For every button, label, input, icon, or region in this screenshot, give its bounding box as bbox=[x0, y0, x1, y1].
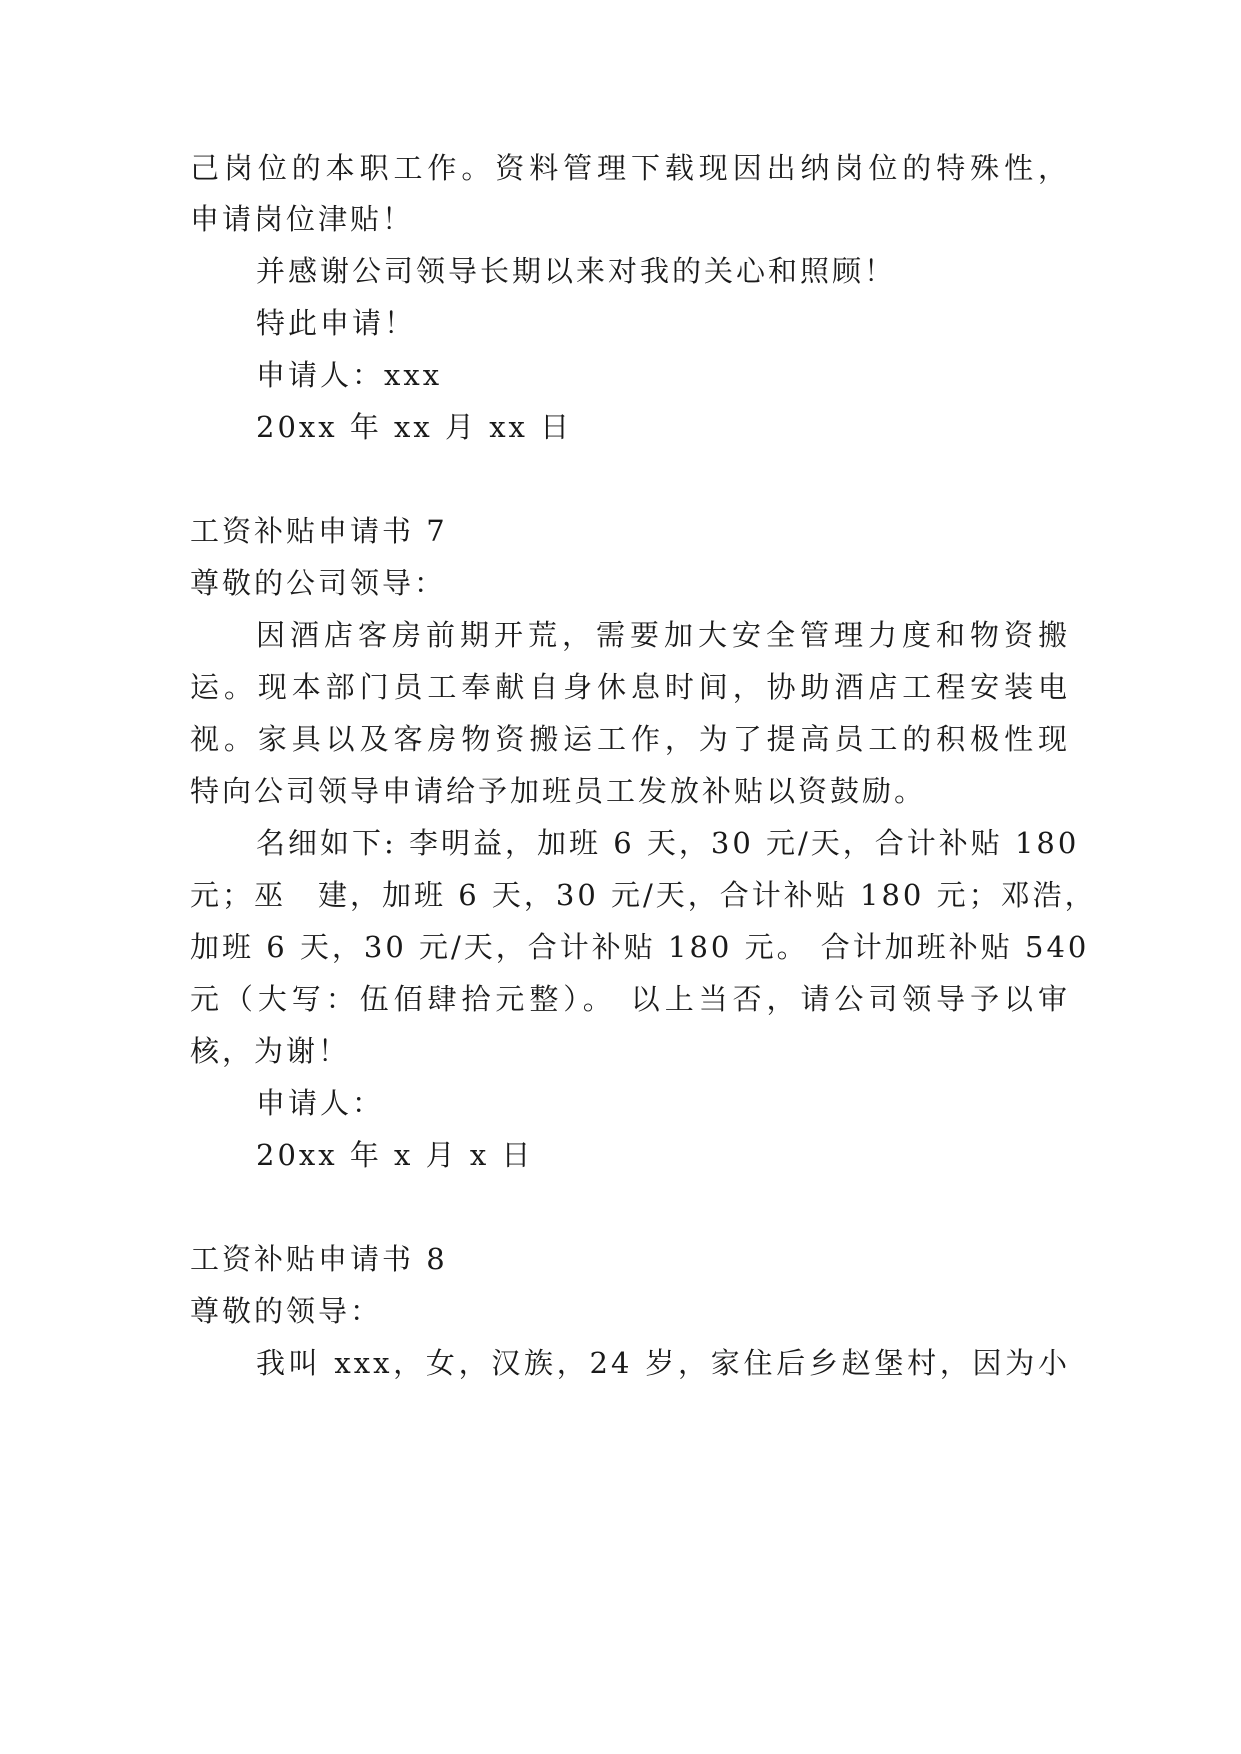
date-line: 20xx 年 xx 月 xx 日 bbox=[256, 410, 573, 444]
section-title: 工资补贴申请书 7 bbox=[190, 514, 448, 548]
body-line: 己岗位的本职工作。资料管理下载现因出纳岗位的特殊性， bbox=[190, 151, 1070, 185]
salutation: 尊敬的公司领导： bbox=[190, 566, 447, 600]
body-line: 核，为谢！ bbox=[190, 1034, 351, 1068]
body-line: 因酒店客房前期开荒，需要加大安全管理力度和物资搬 bbox=[256, 618, 1070, 652]
date-line: 20xx 年 x 月 x 日 bbox=[256, 1138, 534, 1172]
body-line: 名细如下: 李明益，加班 6 天，30 元/天，合计补贴 180 bbox=[256, 826, 1080, 860]
section-title: 工资补贴申请书 8 bbox=[190, 1242, 448, 1276]
body-line: 加班 6 天，30 元/天，合计补贴 180 元。 合计加班补贴 540 bbox=[190, 930, 1090, 964]
salutation: 尊敬的领导： bbox=[190, 1294, 383, 1328]
body-line: 视。家具以及客房物资搬运工作，为了提高员工的积极性现 bbox=[190, 722, 1070, 756]
body-line: 元；巫 建，加班 6 天，30 元/天，合计补贴 180 元；邓浩， bbox=[190, 878, 1097, 912]
applicant-line: 申请人：xxx bbox=[256, 358, 443, 392]
body-line: 我叫 xxx，女，汉族，24 岁，家住后乡赵堡村，因为小 bbox=[256, 1346, 1070, 1380]
body-line: 运。现本部门员工奉献自身休息时间，协助酒店工程安装电 bbox=[190, 670, 1070, 704]
body-line: 元（大写：伍佰肆拾元整）。 以上当否，请公司领导予以审 bbox=[190, 982, 1070, 1016]
body-line: 特向公司领导申请给予加班员工发放补贴以资鼓励。 bbox=[190, 774, 927, 808]
applicant-line: 申请人： bbox=[256, 1086, 385, 1120]
body-line: 申请岗位津贴！ bbox=[190, 202, 415, 236]
thanks-line: 并感谢公司领导长期以来对我的关心和照顾！ bbox=[256, 254, 897, 288]
closing-line: 特此申请！ bbox=[256, 306, 417, 340]
